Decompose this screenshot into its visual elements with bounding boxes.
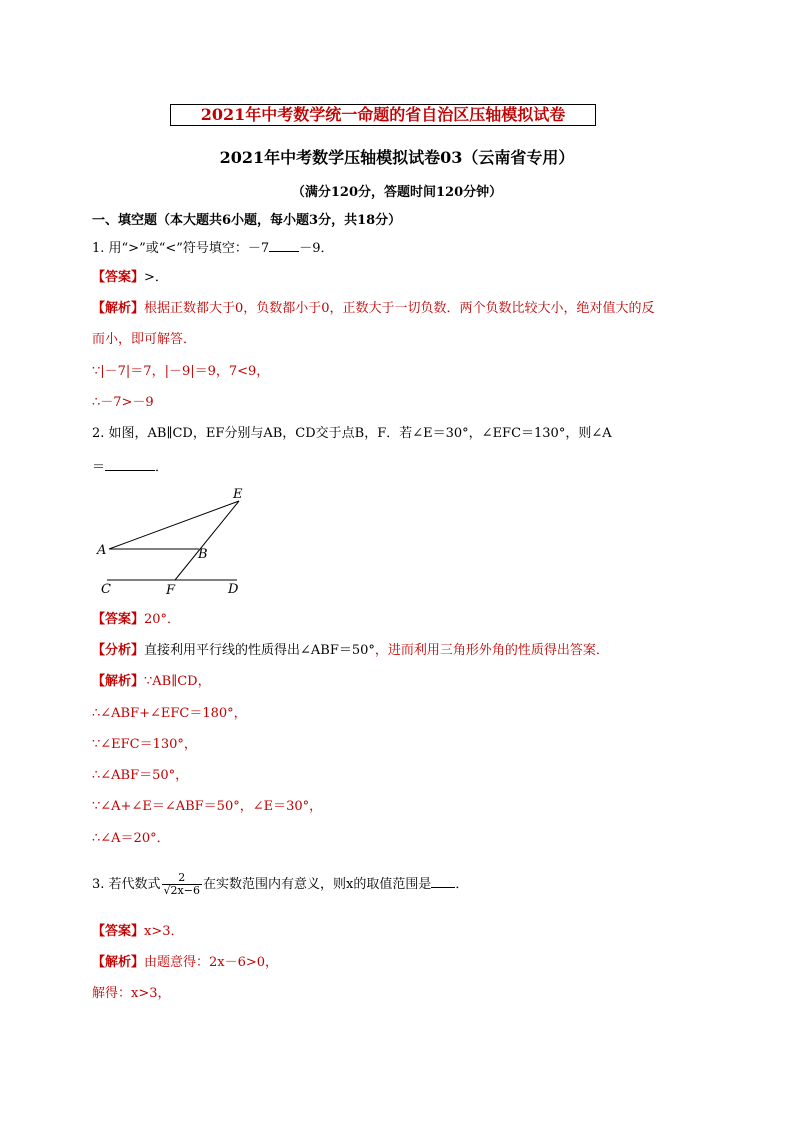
label-b: B [198,547,208,562]
q2-answer-text: 20°． [144,612,181,627]
q3-stem [92,870,468,900]
q3-fraction-denominator: √2x−6 [163,884,200,897]
answer-label: 【答案】 [92,924,145,939]
analysis-label: 【解析】 [92,674,145,689]
q2-step-5: ∴∠A＝20°． [92,831,170,846]
fenxi-label: 【分析】 [92,643,145,658]
q3-analysis [92,955,278,971]
label-a: A [97,543,107,558]
section-heading: 一、填空题（本大题共6小题，每小题3分，共18分） [92,213,402,228]
answer-label: 【答案】 [92,612,145,627]
q1-analysis [92,301,655,317]
q1-answer-text: >． [144,270,168,285]
q2-step-3: ∴∠ABF＝50°， [92,768,189,783]
q2-stem-end: ． [155,460,169,475]
page-subtitle: （满分120分，答题时间120分钟） [291,185,503,200]
q2-fenxi-text-red: ，进而利用三角形外角的性质得出答案． [374,643,609,658]
q3-stem-text: 3. 若代数式 [92,877,161,892]
q1-stem [92,239,333,257]
q1-stem-end: －9． [299,241,334,256]
q3-answer-blank [431,875,455,888]
q2-step-1: ∴∠ABF+∠EFC＝180°， [92,706,247,721]
q3-answer-text: x>3． [144,924,184,939]
q3-answer [92,924,184,940]
q3-fraction [162,872,202,897]
q2-fenxi [92,643,609,659]
q1-analysis-cont: 而小，即可解答． [92,332,197,347]
q2-geometry-figure [92,485,252,600]
q3-fraction-numerator: 2 [162,872,202,885]
label-f: F [166,583,176,598]
q1-answer [92,270,168,286]
label-e: E [233,487,243,502]
label-c: C [101,582,111,597]
q2-analysis-text: ∵AB∥CD， [144,674,211,689]
q2-stem-cont [92,458,168,476]
q1-answer-blank [269,239,299,252]
q2-analysis [92,674,211,690]
q2-step-2: ∵∠EFC＝130°， [92,737,197,752]
analysis-label: 【解析】 [92,301,145,316]
page-title: 2021年中考数学压轴模拟试卷03（云南省专用） [219,148,575,167]
answer-label: 【答案】 [92,270,145,285]
q3-stem-end: ． [455,877,469,892]
q1-stem-text: 1. 用“>”或“<”符号填空：－7 [92,241,270,256]
q3-analysis-text: 由题意得：2x－6>0， [144,955,279,970]
label-d: D [228,582,239,597]
q2-step-4: ∵∠A+∠E＝∠ABF＝50°，∠E＝30°， [92,799,323,814]
q1-analysis-text: 根据正数都大于0，负数都小于0，正数大于一切负数．两个负数比较大小，绝对值大的反 [144,301,655,316]
q2-stem-eq: ＝ [92,460,106,475]
q1-step-2: ∴－7>－9 [92,395,154,410]
series-banner: 2021年中考数学统一命题的省自治区压轴模拟试卷 [170,104,596,126]
q1-step-1: ∵|－7|＝7，|－9|＝9，7<9， [92,364,270,379]
q2-answer-blank [105,458,155,471]
analysis-label: 【解析】 [92,955,145,970]
q2-answer [92,612,180,628]
q2-stem: 2. 如图，AB∥CD，EF分别与AB，CD交于点B，F．若∠E＝30°，∠EFC＝130°，则∠A [92,426,612,441]
q3-step-1: 解得：x>3， [92,986,171,1001]
q2-fenxi-text: 直接利用平行线的性质得出∠ABF＝50° [144,643,375,658]
q3-stem-cont: 在实数范围内有意义，则x的取值范围是 [202,877,432,892]
